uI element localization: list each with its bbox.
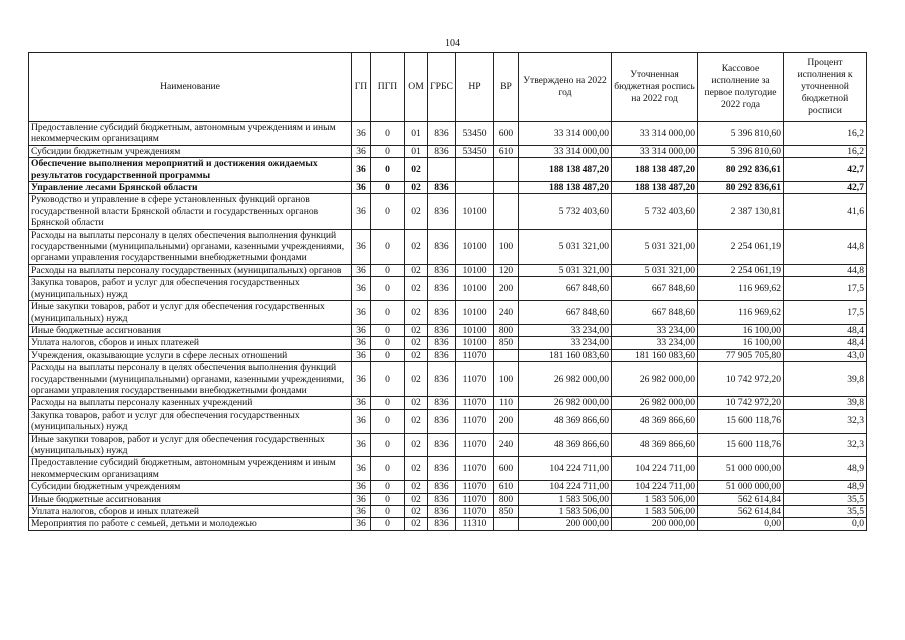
cell-om: 02 [405, 433, 428, 457]
cell-grbs: 836 [428, 264, 456, 276]
table-row [29, 362, 867, 397]
cell-refined: 48 369 866,60 [612, 433, 698, 457]
cell-percent: 44,8 [784, 229, 867, 264]
table-row [29, 349, 867, 361]
cell-vr [494, 158, 519, 182]
cell-vr: 100 [494, 229, 519, 264]
cell-approved: 667 848,60 [519, 301, 612, 325]
cell-cash: 0,00 [698, 518, 784, 530]
cell-refined: 33 314 000,00 [612, 122, 698, 146]
cell-np: 11070 [456, 362, 494, 397]
cell-pgp: 0 [371, 337, 405, 349]
cell-cash: 562 614,84 [698, 493, 784, 505]
cell-om: 02 [405, 324, 428, 336]
cell-percent: 39,8 [784, 397, 867, 409]
cell-percent: 17,5 [784, 277, 867, 301]
cell-name: Уплата налогов, сборов и иных платежей [29, 337, 352, 349]
cell-np: 11070 [456, 349, 494, 361]
cell-percent: 42,7 [784, 182, 867, 194]
cell-percent: 16,2 [784, 145, 867, 157]
cell-grbs: 836 [428, 506, 456, 518]
cell-refined: 5 031 321,00 [612, 264, 698, 276]
header-refined: Уточненная бюджетная роспись на 2022 год [612, 53, 698, 122]
cell-grbs: 836 [428, 518, 456, 530]
header-np: НР [456, 53, 494, 122]
cell-pgp: 0 [371, 264, 405, 276]
cell-np [456, 182, 494, 194]
cell-refined: 33 314 000,00 [612, 145, 698, 157]
cell-name: Иные закупки товаров, работ и услуг для обеспечения государственных (муниципальных) нужд [29, 433, 352, 457]
cell-approved: 104 224 711,00 [519, 481, 612, 493]
cell-approved: 200 000,00 [519, 518, 612, 530]
cell-approved: 33 314 000,00 [519, 145, 612, 157]
cell-name: Руководство и управление в сфере установленных функций органов государственной власти Брянской области и государственных органов Брянской области [29, 194, 352, 229]
cell-cash: 5 396 810,60 [698, 122, 784, 146]
table-row [29, 457, 867, 481]
cell-grbs: 836 [428, 362, 456, 397]
cell-name: Субсидии бюджетным учреждениям [29, 481, 352, 493]
cell-name: Предоставление субсидий бюджетным, автономным учреждениям и иным некоммерческим организациям [29, 457, 352, 481]
cell-percent: 48,9 [784, 457, 867, 481]
cell-approved: 188 138 487,20 [519, 158, 612, 182]
cell-pgp: 0 [371, 122, 405, 146]
cell-pgp: 0 [371, 409, 405, 433]
cell-grbs: 836 [428, 481, 456, 493]
table-row [29, 506, 867, 518]
cell-cash: 80 292 836,61 [698, 158, 784, 182]
cell-percent: 35,5 [784, 493, 867, 505]
cell-gp: 36 [352, 362, 371, 397]
cell-pgp: 0 [371, 158, 405, 182]
cell-grbs: 836 [428, 277, 456, 301]
table-row [29, 409, 867, 433]
cell-gp: 36 [352, 397, 371, 409]
cell-refined: 5 732 403,60 [612, 194, 698, 229]
cell-cash: 15 600 118,76 [698, 409, 784, 433]
cell-gp: 36 [352, 145, 371, 157]
cell-grbs: 836 [428, 194, 456, 229]
cell-refined: 104 224 711,00 [612, 481, 698, 493]
cell-vr [494, 349, 519, 361]
cell-percent: 48,4 [784, 337, 867, 349]
cell-pgp: 0 [371, 397, 405, 409]
cell-np: 53450 [456, 122, 494, 146]
cell-grbs: 836 [428, 433, 456, 457]
cell-gp: 36 [352, 506, 371, 518]
cell-approved: 5 732 403,60 [519, 194, 612, 229]
cell-vr: 850 [494, 506, 519, 518]
cell-vr: 200 [494, 277, 519, 301]
cell-pgp: 0 [371, 301, 405, 325]
cell-name: Управление лесами Брянской области [29, 182, 352, 194]
cell-approved: 188 138 487,20 [519, 182, 612, 194]
cell-name: Иные бюджетные ассигнования [29, 324, 352, 336]
header-grbs: ГРБС [428, 53, 456, 122]
header-cash: Кассовое исполнение за первое полугодие 2022 года [698, 53, 784, 122]
cell-grbs: 836 [428, 229, 456, 264]
cell-gp: 36 [352, 229, 371, 264]
cell-percent: 44,8 [784, 264, 867, 276]
cell-percent: 42,7 [784, 158, 867, 182]
cell-om: 02 [405, 158, 428, 182]
cell-np [456, 158, 494, 182]
cell-name: Обеспечение выполнения мероприятий и достижения ожидаемых результатов государственной программы [29, 158, 352, 182]
cell-name: Расходы на выплаты персоналу в целях обеспечения выполнения функций государственными (муниципальными) органами, казенными учреждениями, органами управления государственными внебюджетными фондами [29, 362, 352, 397]
cell-approved: 181 160 083,60 [519, 349, 612, 361]
cell-cash: 116 969,62 [698, 277, 784, 301]
cell-percent: 43,0 [784, 349, 867, 361]
cell-cash: 16 100,00 [698, 324, 784, 336]
table-row [29, 397, 867, 409]
cell-gp: 36 [352, 324, 371, 336]
cell-np: 10100 [456, 337, 494, 349]
table-body [29, 122, 867, 531]
cell-grbs: 836 [428, 145, 456, 157]
cell-grbs: 836 [428, 324, 456, 336]
cell-om: 02 [405, 264, 428, 276]
cell-approved: 1 583 506,00 [519, 493, 612, 505]
cell-gp: 36 [352, 301, 371, 325]
cell-om: 02 [405, 301, 428, 325]
cell-approved: 5 031 321,00 [519, 229, 612, 264]
cell-vr: 610 [494, 145, 519, 157]
cell-pgp: 0 [371, 481, 405, 493]
cell-approved: 5 031 321,00 [519, 264, 612, 276]
table-row [29, 194, 867, 229]
cell-cash: 2 254 061,19 [698, 229, 784, 264]
cell-gp: 36 [352, 493, 371, 505]
cell-percent: 32,3 [784, 433, 867, 457]
cell-om: 02 [405, 493, 428, 505]
cell-pgp: 0 [371, 194, 405, 229]
cell-approved: 26 982 000,00 [519, 397, 612, 409]
cell-percent: 16,2 [784, 122, 867, 146]
cell-approved: 104 224 711,00 [519, 457, 612, 481]
cell-vr: 850 [494, 337, 519, 349]
cell-percent: 35,5 [784, 506, 867, 518]
cell-name: Закупка товаров, работ и услуг для обеспечения государственных (муниципальных) нужд [29, 277, 352, 301]
cell-refined: 26 982 000,00 [612, 397, 698, 409]
cell-pgp: 0 [371, 277, 405, 301]
cell-grbs: 836 [428, 397, 456, 409]
cell-vr: 200 [494, 409, 519, 433]
cell-vr: 120 [494, 264, 519, 276]
cell-cash: 10 742 972,20 [698, 397, 784, 409]
cell-name: Иные закупки товаров, работ и услуг для обеспечения государственных (муниципальных) нужд [29, 301, 352, 325]
cell-vr: 600 [494, 457, 519, 481]
cell-refined: 5 031 321,00 [612, 229, 698, 264]
cell-vr [494, 182, 519, 194]
cell-cash: 77 905 705,80 [698, 349, 784, 361]
cell-refined: 200 000,00 [612, 518, 698, 530]
page-number: 104 [445, 38, 460, 49]
table-row [29, 481, 867, 493]
cell-approved: 667 848,60 [519, 277, 612, 301]
cell-cash: 116 969,62 [698, 301, 784, 325]
cell-refined: 104 224 711,00 [612, 457, 698, 481]
cell-cash: 5 396 810,60 [698, 145, 784, 157]
cell-approved: 33 234,00 [519, 324, 612, 336]
cell-gp: 36 [352, 349, 371, 361]
cell-pgp: 0 [371, 518, 405, 530]
cell-gp: 36 [352, 433, 371, 457]
table-row [29, 264, 867, 276]
cell-approved: 48 369 866,60 [519, 409, 612, 433]
cell-np: 11070 [456, 397, 494, 409]
header-name: Наименование [29, 53, 352, 122]
cell-gp: 36 [352, 182, 371, 194]
cell-cash: 15 600 118,76 [698, 433, 784, 457]
cell-refined: 1 583 506,00 [612, 493, 698, 505]
table-row [29, 158, 867, 182]
cell-grbs: 836 [428, 457, 456, 481]
cell-gp: 36 [352, 158, 371, 182]
header-om: ОМ [405, 53, 428, 122]
cell-om: 02 [405, 409, 428, 433]
table-row [29, 229, 867, 264]
cell-pgp: 0 [371, 433, 405, 457]
cell-percent: 17,5 [784, 301, 867, 325]
cell-np: 10100 [456, 264, 494, 276]
cell-grbs: 836 [428, 122, 456, 146]
table-row [29, 518, 867, 530]
cell-vr: 110 [494, 397, 519, 409]
cell-vr: 800 [494, 324, 519, 336]
cell-om: 02 [405, 397, 428, 409]
cell-percent: 39,8 [784, 362, 867, 397]
cell-grbs [428, 158, 456, 182]
cell-gp: 36 [352, 194, 371, 229]
cell-name: Расходы на выплаты персоналу в целях обеспечения выполнения функций государственными (муниципальными) органами, казенными учреждениями, органами управления государственными внебюджетными фондами [29, 229, 352, 264]
cell-om: 02 [405, 182, 428, 194]
cell-np: 11070 [456, 481, 494, 493]
header-gp: ГП [352, 53, 371, 122]
cell-vr: 240 [494, 301, 519, 325]
cell-cash: 51 000 000,00 [698, 457, 784, 481]
cell-name: Закупка товаров, работ и услуг для обеспечения государственных (муниципальных) нужд [29, 409, 352, 433]
cell-name: Субсидии бюджетным учреждениям [29, 145, 352, 157]
cell-grbs: 836 [428, 301, 456, 325]
cell-np: 10100 [456, 277, 494, 301]
cell-om: 02 [405, 506, 428, 518]
cell-grbs: 836 [428, 337, 456, 349]
cell-percent: 48,9 [784, 481, 867, 493]
cell-percent: 0,0 [784, 518, 867, 530]
header-vr: ВР [494, 53, 519, 122]
cell-pgp: 0 [371, 145, 405, 157]
cell-grbs: 836 [428, 349, 456, 361]
cell-name: Учреждения, оказывающие услуги в сфере лесных отношений [29, 349, 352, 361]
cell-gp: 36 [352, 409, 371, 433]
cell-gp: 36 [352, 122, 371, 146]
cell-np: 11070 [456, 506, 494, 518]
cell-refined: 33 234,00 [612, 324, 698, 336]
cell-gp: 36 [352, 264, 371, 276]
cell-np: 53450 [456, 145, 494, 157]
cell-refined: 33 234,00 [612, 337, 698, 349]
budget-table [28, 52, 867, 531]
table-header [29, 53, 867, 122]
table-row [29, 122, 867, 146]
cell-cash: 2 254 061,19 [698, 264, 784, 276]
cell-cash: 562 614,84 [698, 506, 784, 518]
cell-pgp: 0 [371, 362, 405, 397]
cell-vr [494, 194, 519, 229]
cell-name: Расходы на выплаты персоналу государственных (муниципальных) органов [29, 264, 352, 276]
cell-gp: 36 [352, 457, 371, 481]
cell-vr [494, 518, 519, 530]
cell-grbs: 836 [428, 182, 456, 194]
cell-gp: 36 [352, 337, 371, 349]
header-pgp: ПГП [371, 53, 405, 122]
cell-refined: 26 982 000,00 [612, 362, 698, 397]
header-percent: Процент исполнения к уточненной бюджетной росписи [784, 53, 867, 122]
table-row [29, 324, 867, 336]
cell-vr: 600 [494, 122, 519, 146]
table-row [29, 301, 867, 325]
cell-cash: 16 100,00 [698, 337, 784, 349]
header-row [29, 53, 867, 122]
cell-approved: 33 234,00 [519, 337, 612, 349]
cell-name: Уплата налогов, сборов и иных платежей [29, 506, 352, 518]
cell-vr: 100 [494, 362, 519, 397]
table-row [29, 145, 867, 157]
cell-om: 02 [405, 457, 428, 481]
cell-np: 11070 [456, 493, 494, 505]
cell-name: Расходы на выплаты персоналу казенных учреждений [29, 397, 352, 409]
cell-percent: 32,3 [784, 409, 867, 433]
cell-name: Мероприятия по работе с семьей, детьми и молодежью [29, 518, 352, 530]
cell-percent: 41,6 [784, 194, 867, 229]
cell-np: 11070 [456, 409, 494, 433]
cell-gp: 36 [352, 481, 371, 493]
cell-refined: 48 369 866,60 [612, 409, 698, 433]
header-approved: Утверждено на 2022 год [519, 53, 612, 122]
cell-approved: 1 583 506,00 [519, 506, 612, 518]
cell-np: 10100 [456, 229, 494, 264]
cell-om: 02 [405, 229, 428, 264]
cell-refined: 667 848,60 [612, 277, 698, 301]
cell-np: 11070 [456, 433, 494, 457]
cell-refined: 667 848,60 [612, 301, 698, 325]
table-row [29, 493, 867, 505]
cell-approved: 26 982 000,00 [519, 362, 612, 397]
cell-pgp: 0 [371, 493, 405, 505]
cell-grbs: 836 [428, 493, 456, 505]
cell-grbs: 836 [428, 409, 456, 433]
cell-pgp: 0 [371, 324, 405, 336]
cell-np: 10100 [456, 324, 494, 336]
cell-refined: 188 138 487,20 [612, 182, 698, 194]
cell-om: 02 [405, 481, 428, 493]
cell-cash: 10 742 972,20 [698, 362, 784, 397]
cell-np: 10100 [456, 194, 494, 229]
cell-pgp: 0 [371, 229, 405, 264]
cell-gp: 36 [352, 277, 371, 301]
cell-name: Иные бюджетные ассигнования [29, 493, 352, 505]
cell-pgp: 0 [371, 349, 405, 361]
table-row [29, 433, 867, 457]
cell-om: 02 [405, 518, 428, 530]
cell-om: 01 [405, 145, 428, 157]
cell-cash: 80 292 836,61 [698, 182, 784, 194]
cell-pgp: 0 [371, 182, 405, 194]
cell-om: 01 [405, 122, 428, 146]
cell-cash: 2 387 130,81 [698, 194, 784, 229]
cell-pgp: 0 [371, 506, 405, 518]
cell-approved: 33 314 000,00 [519, 122, 612, 146]
cell-vr: 240 [494, 433, 519, 457]
cell-vr: 800 [494, 493, 519, 505]
cell-om: 02 [405, 194, 428, 229]
cell-pgp: 0 [371, 457, 405, 481]
cell-vr: 610 [494, 481, 519, 493]
cell-percent: 48,4 [784, 324, 867, 336]
table-row [29, 277, 867, 301]
cell-om: 02 [405, 337, 428, 349]
cell-refined: 188 138 487,20 [612, 158, 698, 182]
table-row [29, 182, 867, 194]
cell-approved: 48 369 866,60 [519, 433, 612, 457]
cell-om: 02 [405, 362, 428, 397]
cell-gp: 36 [352, 518, 371, 530]
cell-om: 02 [405, 349, 428, 361]
cell-refined: 181 160 083,60 [612, 349, 698, 361]
cell-np: 11070 [456, 457, 494, 481]
table-row [29, 337, 867, 349]
cell-np: 11310 [456, 518, 494, 530]
cell-np: 10100 [456, 301, 494, 325]
cell-om: 02 [405, 277, 428, 301]
cell-refined: 1 583 506,00 [612, 506, 698, 518]
cell-name: Предоставление субсидий бюджетным, автономным учреждениям и иным некоммерческим организациям [29, 122, 352, 146]
cell-cash: 51 000 000,00 [698, 481, 784, 493]
